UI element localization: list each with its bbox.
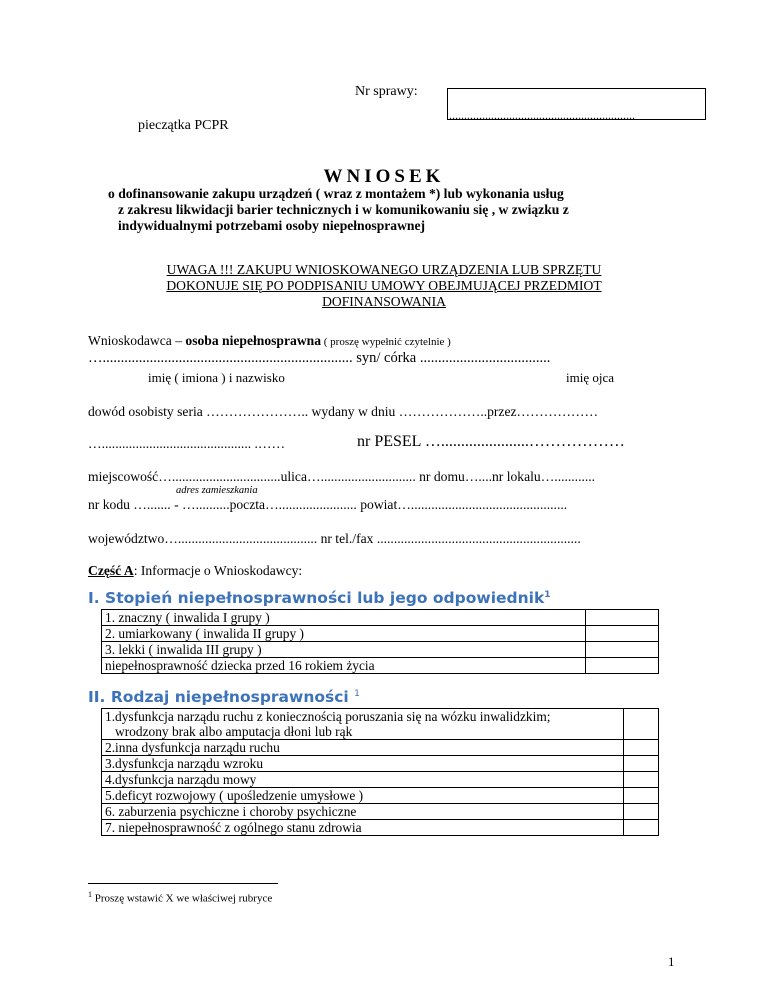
table-row <box>102 756 659 772</box>
table-row <box>102 642 659 658</box>
applicant-label: Wnioskodawca – <box>88 333 186 348</box>
voivodeship-phone-line[interactable]: województwo…......................................... nr tel./fax ............................................................ <box>88 531 581 546</box>
degree-option-1: 1. znaczny ( inwalida I grupy ) <box>102 610 586 626</box>
table-row <box>102 709 659 740</box>
case-number-label: Nr sprawy: <box>355 84 418 99</box>
type-option-7: 7. niepełnosprawność z ogólnego stanu zdrowia <box>102 820 624 836</box>
pesel-field[interactable]: nr PESEL …......................……………… <box>357 433 625 450</box>
type-checkbox-5[interactable] <box>624 788 659 804</box>
type-option-3: 3.dysfunkcja narządu wzroku <box>102 756 624 772</box>
id-card-line[interactable]: dowód osobisty seria ………………….. wydany w dniu ………………..przez……………… <box>88 404 599 419</box>
type-checkbox-1[interactable] <box>624 709 659 740</box>
section-1-footnote-ref: 1 <box>544 589 551 600</box>
degree-checkbox-1[interactable] <box>586 610 659 626</box>
subtitle-line-2: z zakresu likwidacji barier technicznych i w komunikowaniu się , w związku z <box>118 202 569 217</box>
part-a-text: : Informacje o Wnioskodawcy: <box>133 563 303 578</box>
section-2-title <box>88 688 360 706</box>
type-option-2: 2.inna dysfunkcja narządu ruchu <box>102 740 624 756</box>
table-row <box>102 820 659 836</box>
type-option-4: 4.dysfunkcja narządu mowy <box>102 772 624 788</box>
page-number: 1 <box>668 954 675 969</box>
type-option-5: 5.deficyt rozwojowy ( upośledzenie umysłowe ) <box>102 788 624 804</box>
postal-line[interactable]: nr kodu …....... - …..........poczta…....................... powiat….............................................. <box>88 497 568 512</box>
subtitle-line-1: o dofinansowanie zakupu urządzeń ( wraz z montażem *) lub wykonania usług <box>108 186 564 201</box>
type-option-1: 1.dysfunkcja narządu ruchu z koniecznością poruszania się na wózku inwalidzkim; wrodzony brak albo amputacja dłoni lub rąk <box>102 709 624 740</box>
table-row <box>102 626 659 642</box>
table-row <box>102 658 659 674</box>
subtitle-line-3: indywidualnymi potrzebami osoby niepełnosprawnej <box>118 218 426 233</box>
type-checkbox-6[interactable] <box>624 804 659 820</box>
address-hint: adres zamieszkania <box>176 485 258 496</box>
section-2-title-text: II. Rodzaj niepełnosprawności <box>88 688 349 706</box>
subtitle <box>108 186 569 234</box>
pesel-dots[interactable]: …............................................ .…… <box>88 436 286 451</box>
disability-degree-table <box>101 609 659 674</box>
degree-checkbox-2[interactable] <box>586 626 659 642</box>
part-a-label: Część A <box>88 563 134 578</box>
applicant-type: osoba niepełnosprawna <box>185 333 321 348</box>
section-1-title-text: I. Stopień niepełnosprawności lub jego odpowiednik <box>88 589 545 607</box>
address-line[interactable]: miejscowość…................................ulica…............................ nr domu…....nr lokalu…............ <box>88 469 596 484</box>
warning-line-3: DOFINANSOWANIA <box>322 294 446 309</box>
footnote-number: 1 <box>88 890 92 899</box>
part-a-heading <box>88 563 302 579</box>
section-2-footnote-ref: 1 <box>354 688 360 699</box>
applicant-hint: ( proszę wypełnić czytelnie ) <box>321 336 451 348</box>
type-checkbox-7[interactable] <box>624 820 659 836</box>
degree-option-3: 3. lekki ( inwalida III grupy ) <box>102 642 586 658</box>
disability-type-table <box>101 708 659 836</box>
degree-option-4: niepełnosprawność dziecka przed 16 rokiem życia <box>102 658 586 674</box>
section-1-title <box>88 589 551 607</box>
table-row <box>102 740 659 756</box>
footnote-divider <box>88 883 278 884</box>
warning-notice <box>112 262 656 310</box>
table-row <box>102 772 659 788</box>
name-hint: imię ( imiona ) i nazwisko <box>148 370 285 385</box>
type-option-6: 6. zaburzenia psychiczne i choroby psychiczne <box>102 804 624 820</box>
degree-checkbox-4[interactable] <box>586 658 659 674</box>
warning-line-1: UWAGA !!! ZAKUPU WNIOSKOWANEGO URZĄDZENIA LUB SPRZĘTU <box>166 262 602 277</box>
degree-option-2: 2. umiarkowany ( inwalida II grupy ) <box>102 626 586 642</box>
type-checkbox-3[interactable] <box>624 756 659 772</box>
footnote-text: Proszę wstawić X we właściwej rubryce <box>92 892 273 905</box>
warning-line-2: DOKONUJE SIĘ PO PODPISANIU UMOWY OBEJMUJĄCEJ PRZEDMIOT <box>166 278 602 293</box>
table-row <box>102 788 659 804</box>
table-row <box>102 804 659 820</box>
degree-checkbox-3[interactable] <box>586 642 659 658</box>
type-checkbox-2[interactable] <box>624 740 659 756</box>
footnote <box>88 890 272 905</box>
case-number-field: .............................................................. <box>449 108 635 122</box>
applicant-heading <box>88 333 451 349</box>
father-name-hint: imię ojca <box>566 370 615 385</box>
type-checkbox-4[interactable] <box>624 772 659 788</box>
stamp-label: pieczątka PCPR <box>138 118 229 133</box>
page-title: WNIOSEK <box>323 166 445 187</box>
table-row <box>102 610 659 626</box>
name-field-line[interactable]: …..................................................................... syn/ córka .................................... <box>88 350 551 366</box>
